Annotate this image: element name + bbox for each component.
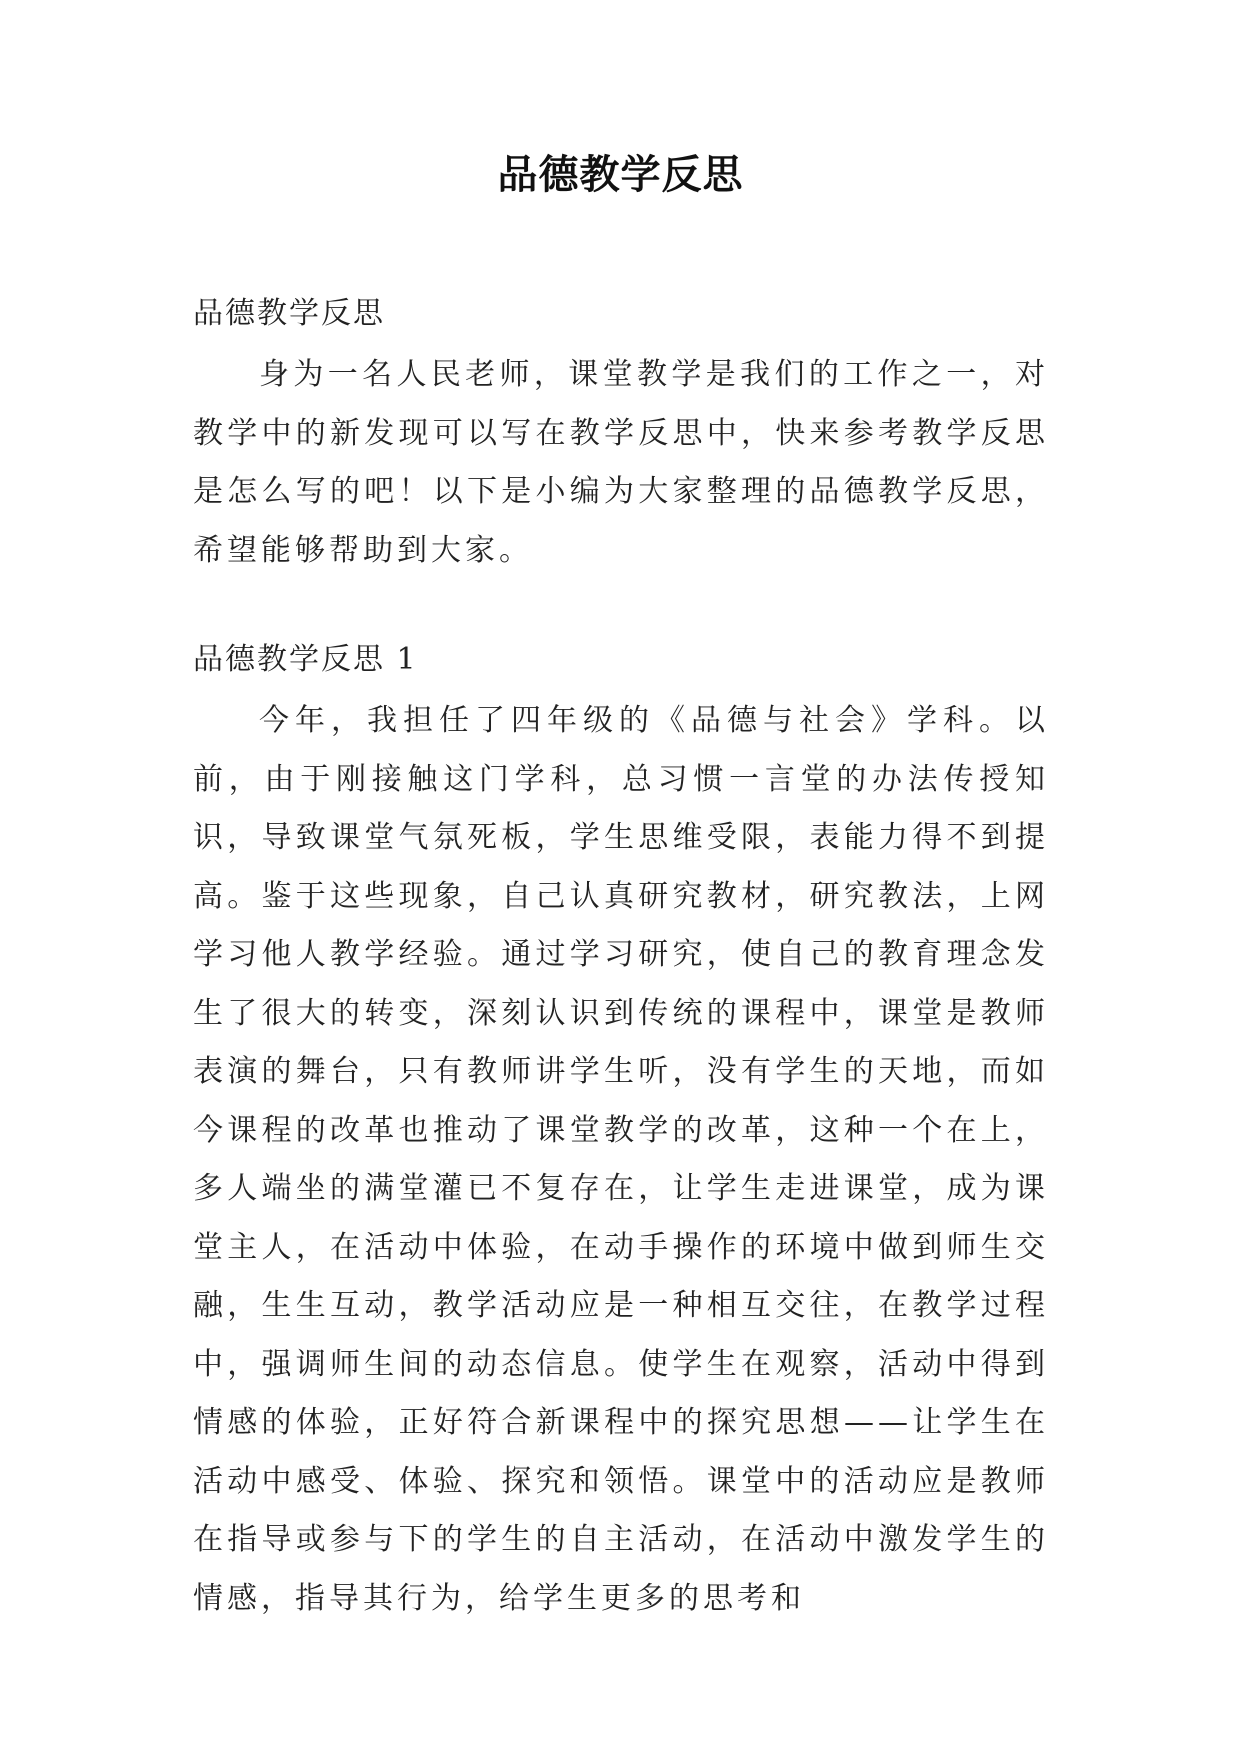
section-heading: 品德教学反思: [193, 296, 385, 331]
section-heading: 品德教学反思 1: [193, 642, 418, 677]
document-title: 品德教学反思: [497, 151, 744, 198]
section-paragraph: 身为一名人民老师，课堂教学是我们的工作之一，对教学中的新发现可以写在教学反思中，快来参考教学反思是怎么写的吧！以下是小编为大家整理的品德教学反思，希望能够帮助到大家。: [193, 357, 1049, 568]
section-paragraph: 今年，我担任了四年级的《品德与社会》学科。以前，由于刚接触这门学科，总习惯一言堂的办法传授知识，导致课堂气氛死板，学生思维受限，表能力得不到提高。鉴于这些现象，自己认真研究教材，研究教法，上网学习他人教学经验。通过学习研究，使自己的教育理念发生了很大的转变，深刻认识到传统的课程中，课堂是教师表演的舞台，只有教师讲学生听，没有学生的天地，而如今课程的改革也推动了课堂教学的改革，这种一个在上，多人端坐的满堂灌已不复存在，让学生走进课堂，成为课堂主人，在活动中体验，在动手操作的环境中做到师生交融，生生互动，教学活动应是一种相互交往，在教学过程中，强调师生间的动态信息。使学生在观察，活动中得到情感的体验，正好符合新课程中的探究思想——让学生在活动中感受、体验、探究和领悟。课堂中的活动应是教师在指导或参与下的学生的自主活动，在活动中激发学生的情感，指导其行为，给学生更多的思考和: [193, 703, 1049, 1616]
